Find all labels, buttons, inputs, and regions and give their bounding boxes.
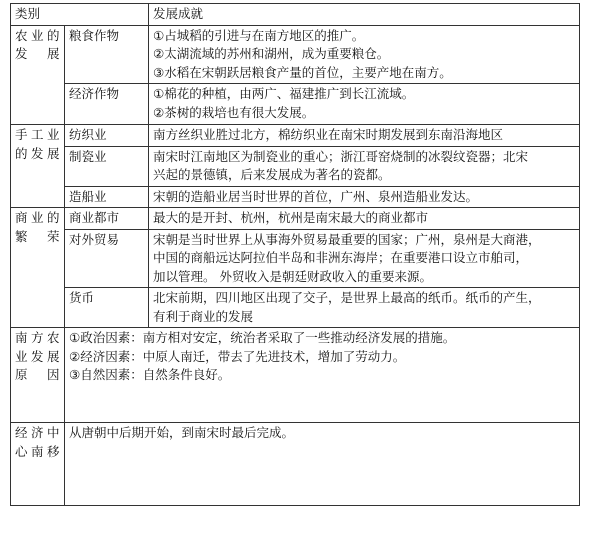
shift-cell: [65, 423, 580, 506]
text-line: 中国的商船远达阿拉伯半岛和非洲东海岸；在重要港口设立市舶司，: [153, 250, 529, 265]
category-reasons: 南方农业发展原因: [11, 328, 65, 423]
header-row: [11, 4, 580, 26]
subcategory-shipbuilding: 造船业: [65, 186, 149, 208]
subcategory-grain: 粮食作物: [65, 25, 149, 84]
subcategory-textile: 纺织业: [65, 125, 149, 147]
subcategory-cash-crops: 经济作物: [65, 84, 149, 125]
text-line: ①占城稻的引进与在南方地区的推广。: [153, 27, 365, 43]
table-row: [11, 229, 580, 288]
table-row: [11, 288, 580, 328]
text-line: ③自然因素：自然条件良好。: [69, 367, 231, 382]
table-row: [11, 146, 580, 186]
table-row: [11, 25, 580, 84]
achievement-cell: [149, 186, 580, 208]
table-row: [11, 423, 580, 506]
achievement-cell: [149, 125, 580, 147]
text-line: ②经济因素：中原人南迁，带去了先进技术，增加了劳动力。: [69, 348, 406, 364]
table-row: [11, 186, 580, 208]
text-line: 兴起的景德镇，后来发展成为著名的瓷都。: [153, 167, 391, 182]
text-line: 南宋时江南地区为制瓷业的重心；浙江哥窑烧制的冰裂纹瓷器；北宋: [153, 148, 529, 164]
text-line: 有利于商业的发展: [153, 308, 254, 324]
text-line: ②太湖流域的苏州和湖州，成为重要粮仓。: [153, 46, 390, 61]
achievement-cell: [149, 229, 580, 288]
subcategory-porcelain: 制瓷业: [65, 146, 149, 186]
header-achievements: 发展成就: [149, 4, 580, 26]
text-line: ①政治因素：南方相对安定，统治者采取了一些推动经济发展的措施。: [69, 330, 456, 345]
achievement-cell: [149, 288, 580, 328]
history-table: [10, 3, 580, 506]
header-category: 类别: [11, 4, 149, 26]
achievement-cell: [149, 208, 580, 230]
subcategory-foreign-trade: 对外贸易: [65, 229, 149, 288]
achievement-cell: [149, 146, 580, 186]
text-line: 宋朝是当时世界上从事海外贸易最重要的国家；广州，泉州是大商港，: [153, 231, 541, 247]
text-line: 最大的是开封、杭州，杭州是南宋最大的商业都市: [153, 210, 429, 225]
subcategory-currency: 货币: [65, 288, 149, 328]
table-row: [11, 84, 580, 125]
text-line: ②茶树的栽培也有很大发展。: [153, 104, 315, 120]
category-commerce: 商业的繁荣: [11, 208, 65, 328]
achievement-cell: [149, 84, 580, 125]
text-line: 宋朝的造船业居当时世界的首位，广州、泉州造船业发达。: [153, 188, 479, 204]
text-line: ①棉花的种植，由两广、福建推广到长江流域。: [153, 86, 415, 101]
table-row: [11, 328, 580, 423]
category-agriculture: 农业的发展: [11, 25, 65, 125]
table-row: [11, 125, 580, 147]
category-handicraft: 手工业的发展: [11, 125, 65, 208]
subcategory-cities: 商业都市: [65, 208, 149, 230]
text-line: 南方丝织业胜过北方，棉纺织业在南宋时期发展到东南沿海地区: [153, 127, 504, 142]
category-economic-shift: 经济中心南移: [11, 423, 65, 506]
reasons-cell: [65, 328, 580, 423]
table-row: [11, 208, 580, 230]
text-line: 北宋前期，四川地区出现了交子，是世界上最高的纸币。纸币的产生，: [153, 290, 541, 305]
text-line: 从唐朝中后期开始，到南宋时最后完成。: [69, 425, 295, 440]
text-line: ③水稻在宋朝跃居粮食产量的首位，主要产地在南方。: [153, 64, 452, 80]
achievement-cell: [149, 25, 580, 84]
text-line: 加以管理。 外贸收入是朝廷财政收入的重要来源。: [153, 268, 432, 284]
